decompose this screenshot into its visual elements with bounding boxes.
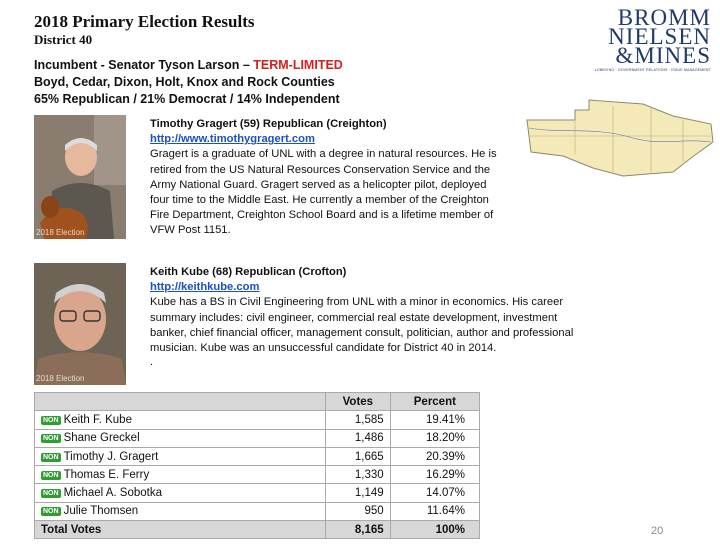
gragert-photo-image: [34, 115, 126, 239]
kube-photo-image: [34, 263, 126, 385]
candidate-cell: [35, 411, 326, 429]
table-row: [35, 411, 480, 429]
votes-cell: 1,149: [326, 484, 391, 502]
candidate-website-link[interactable]: http://www.timothygragert.com: [150, 133, 315, 146]
candidate-kube: [150, 265, 580, 356]
trailing-period: .: [150, 356, 154, 368]
kube-photo: [34, 263, 126, 385]
votes-header: Votes: [326, 393, 391, 411]
header-blank: [35, 393, 326, 411]
candidate-cell: [35, 447, 326, 465]
table-row: [35, 466, 480, 484]
candidate-name: Timothy Gragert (59) Republican (Creighton): [150, 118, 387, 130]
logo-line-1: BROMM: [617, 5, 711, 30]
district-outline: [527, 100, 713, 176]
votes-cell: 1,665: [326, 447, 391, 465]
results-header-row: [35, 393, 480, 411]
candidate-gragert: [150, 117, 500, 239]
gragert-photo: [34, 115, 126, 239]
candidate-name-cell: Michael A. Sobotka: [63, 487, 163, 500]
district-map: [523, 98, 716, 184]
votes-cell: 1,330: [326, 466, 391, 484]
percent-cell: 16.29%: [390, 466, 479, 484]
results-table: [34, 392, 480, 539]
candidate-cell: [35, 429, 326, 447]
percent-cell: 14.07%: [390, 484, 479, 502]
candidate-cell: [35, 484, 326, 502]
table-row: [35, 429, 480, 447]
percent-cell: 19.41%: [390, 411, 479, 429]
kube-photo-watermark: 2018 Election: [36, 374, 85, 383]
nonpartisan-badge: NON: [43, 508, 59, 516]
table-row: [35, 502, 480, 520]
candidate-name: Keith Kube (68) Republican (Crofton): [150, 266, 347, 278]
nonpartisan-badge: NON: [43, 416, 59, 424]
logo-tagline: LOBBYING · GOVERNMENT RELATIONS · ISSUE MANAGEMENT: [594, 68, 711, 72]
district-label: District 40: [34, 32, 93, 47]
candidate-bio: Gragert is a graduate of UNL with a degree in natural resources. He is retired from the US Natural Resources Conservation Service and the Army National Guard. Gragert served as a helicopter pilot, deployed four time to the Middle East. He currently a member of the Creighton Fire Department, Creighton School Board and is a lifetime member of VFW Post 1151.: [150, 148, 497, 237]
incumbent-text: Incumbent - Senator Tyson Larson –: [34, 58, 254, 72]
candidate-name-cell: Julie Thomsen: [63, 505, 139, 518]
gragert-photo-watermark: 2018 Election: [36, 228, 85, 237]
total-votes: 8,165: [326, 521, 391, 539]
counties-line: Boyd, Cedar, Dixon, Holt, Knox and Rock Counties: [34, 75, 335, 89]
nonpartisan-badge: NON: [43, 490, 59, 498]
page-number: 20: [651, 525, 664, 537]
incumbent-line: [34, 58, 343, 72]
percent-cell: 18.20%: [390, 429, 479, 447]
candidate-name-cell: Thomas E. Ferry: [63, 468, 150, 481]
candidate-cell: [35, 466, 326, 484]
term-limited-label: TERM-LIMITED: [253, 58, 343, 72]
candidate-cell: [35, 502, 326, 520]
page-title: 2018 Primary Election Results: [34, 12, 255, 31]
company-logo: [585, 5, 711, 76]
total-percent: 100%: [390, 521, 479, 539]
votes-cell: 1,486: [326, 429, 391, 447]
candidate-name-cell: Keith F. Kube: [63, 413, 132, 426]
candidate-website-link[interactable]: http://keithkube.com: [150, 281, 260, 294]
candidate-name-cell: Timothy J. Gragert: [63, 450, 159, 463]
votes-cell: 1,585: [326, 411, 391, 429]
logo-line-2: NIELSEN: [608, 24, 711, 49]
votes-cell: 950: [326, 502, 391, 520]
table-row: [35, 484, 480, 502]
candidate-bio: Kube has a BS in Civil Engineering from UNL with a minor in economics. His career summary includes: civil engineer, commercial real estate development, investment banker, chief financial officer, management consult, politician, author and professional musician. Kube was an unsuccessful candidate for District 40 in 2014.: [150, 296, 574, 355]
total-row: [35, 521, 480, 539]
percent-header: Percent: [390, 393, 479, 411]
nonpartisan-badge: NON: [43, 471, 59, 479]
nonpartisan-badge: NON: [43, 435, 59, 443]
table-row: [35, 447, 480, 465]
percent-cell: 20.39%: [390, 447, 479, 465]
party-breakdown-line: 65% Republican / 21% Democrat / 14% Independent: [34, 92, 340, 106]
candidate-name-cell: Shane Greckel: [63, 432, 140, 445]
total-label: Total Votes: [35, 521, 326, 539]
nonpartisan-badge: NON: [43, 453, 59, 461]
logo-line-3: &MINES: [615, 43, 711, 68]
percent-cell: 11.64%: [390, 502, 479, 520]
